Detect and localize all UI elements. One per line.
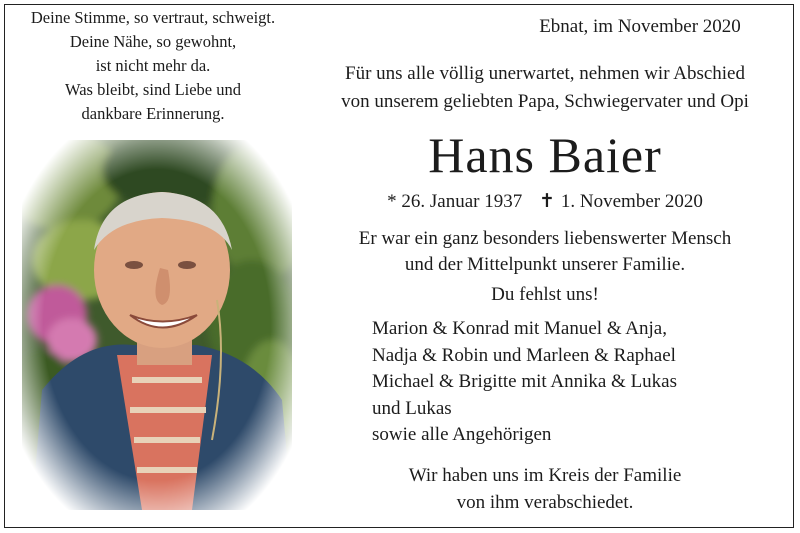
- poem-line: Deine Nähe, so gewohnt,: [69, 32, 237, 51]
- family-line: Michael & Brigitte mit Annika & Lukas: [372, 371, 678, 392]
- intro-line: von unserem geliebten Papa, Schwiegervater und Opi: [341, 91, 749, 112]
- tribute-line: und der Mittelpunkt unserer Familie.: [404, 254, 686, 275]
- family-line: und Lukas: [372, 397, 452, 419]
- family-line: Marion & Konrad mit Manuel & Anja,: [372, 318, 667, 339]
- memorial-poem: [8, 6, 298, 126]
- intro-line: Für uns alle völlig unerwartet, nehmen wir Abschied: [345, 63, 745, 84]
- tribute-line: Er war ein ganz besonders liebenswerter Mensch: [358, 228, 732, 249]
- family-list: [372, 316, 792, 449]
- birth-date: * 26. Januar 1937: [387, 191, 523, 212]
- farewell-line: von ihm verabschiedet.: [456, 492, 634, 513]
- poem-line: Deine Stimme, so vertraut, schweigt.: [30, 8, 276, 27]
- death-date: 1. November 2020: [560, 191, 703, 212]
- place-date: Ebnat, im November 2020: [539, 16, 741, 37]
- farewell-text: [290, 462, 800, 516]
- portrait-photo-icon: [22, 140, 292, 510]
- portrait-photo: [22, 140, 292, 510]
- tribute-text: [290, 226, 800, 278]
- poem-line: Was bleibt, sind Liebe und: [64, 80, 241, 99]
- poem-line: dankbare Erinnerung.: [81, 104, 225, 123]
- farewell-line: Wir haben uns im Kreis der Familie: [408, 465, 682, 486]
- deceased-name: Hans Baier: [428, 127, 662, 183]
- family-line: Nadja & Robin und Marleen & Raphael: [372, 344, 676, 366]
- poem-line: ist nicht mehr da.: [95, 56, 211, 75]
- miss-you-line: Du fehlst uns!: [491, 284, 599, 305]
- cross-icon: ✝: [538, 191, 555, 212]
- intro-text: [290, 60, 800, 116]
- family-line: sowie alle Angehörigen: [372, 424, 552, 445]
- life-dates: [290, 190, 800, 213]
